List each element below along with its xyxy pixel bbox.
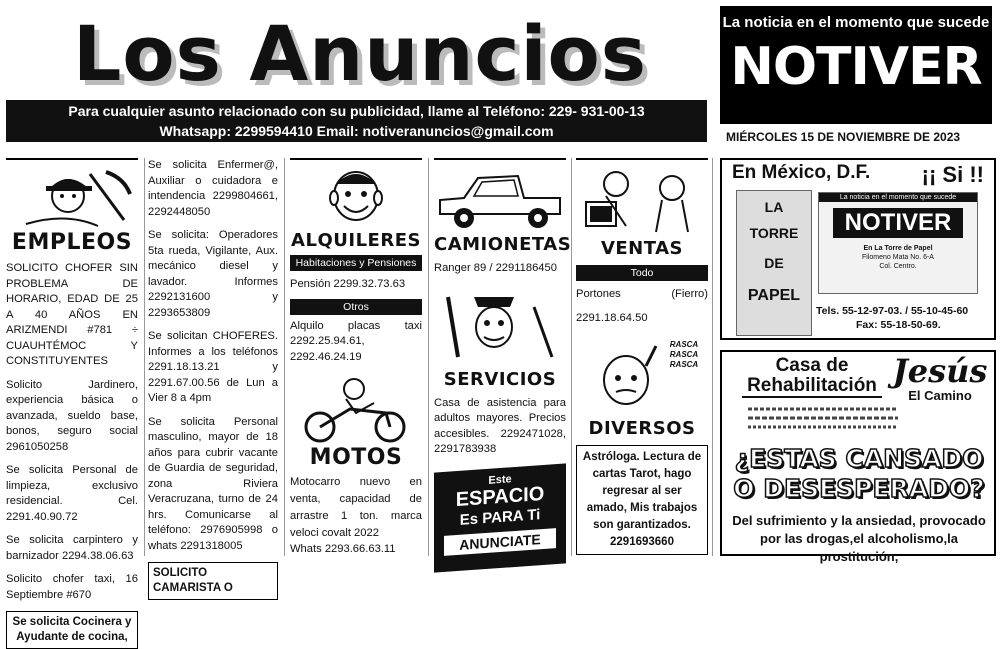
ad-placas-taxi: Alquilo placas taxi 2292.25.94.61, 2292.46.24.19 [290, 319, 422, 363]
mexico-promo[interactable] [720, 158, 996, 340]
ad-camarista-boxed: SOLICITO CAMARISTA O [148, 562, 278, 600]
rehab-title-2: Rehabilitación [742, 376, 882, 398]
thumb-caption-1: En La Torre de Papel [863, 245, 933, 252]
torre-word-1: LA [764, 199, 784, 215]
espacio-line-3: Es PARA Ti [459, 505, 541, 529]
rehab-promo[interactable] [720, 350, 996, 564]
band-todo: Todo [576, 265, 708, 281]
alquileres-heading: ALQUILERES [291, 230, 421, 251]
column-divider [571, 158, 572, 556]
rasca-sign: RASCA RASCA RASCA [669, 340, 699, 369]
notiver-logo-box[interactable] [720, 6, 992, 124]
ventas-heading: VENTAS [600, 238, 684, 259]
smiling-man-illustration-icon [290, 160, 422, 230]
ad-cocinera-boxed: Se solicita Cocinera y Ayudante de cocina, [6, 611, 138, 649]
torre-de-papel-illustration [736, 190, 812, 336]
torre-word-4: PAPEL [747, 287, 801, 304]
motos-heading: MOTOS [309, 445, 403, 470]
ad-enfermera: Se solicita Enfermer@, Auxiliar o cuidadora e intendencia 2299804661, 2292448050 [148, 159, 278, 218]
thumb-caption-3: Col. Centro. [879, 263, 917, 270]
ad-jardinero: Solicito Jardinero, experiencia básica o avanzada, sueldo base, bonos, seguro social 2961050258 [6, 378, 138, 453]
ad-guardia: Se solicita Personal masculino, mayor de 18 años para cubrir vacante de Guardia de seguridad, zona Riviera Veracruzana, turno de 24 hrs. Comunicarse al teléfono: 2976905998 o whats 2291318005 [148, 415, 278, 552]
thumb-name: NOTIVER [833, 208, 963, 238]
rehab-slogan [728, 444, 990, 504]
rehab-slogan-1: ¿ESTAS CANSADO [734, 444, 984, 473]
ad-motocarro-whats: Whats 2293.66.63.11 [290, 543, 396, 555]
rehab-address-lines [748, 404, 898, 434]
rehab-slogan-2: O DESESPERADO? [733, 474, 985, 503]
espacio-line-1: Este [488, 472, 512, 487]
column-divider [428, 158, 429, 556]
espacio-banner[interactable] [434, 463, 566, 572]
mexico-fax: Fax: 55-18-50-69. [856, 319, 941, 331]
contact-bar [6, 100, 707, 142]
thumb-caption-2: Filomeno Mata No. 6-A [862, 254, 934, 261]
mexico-si: ¡¡ Si !! [921, 162, 984, 187]
mexico-tel: Tels. 55-12-97-03. / 55-10-45-60 [816, 305, 969, 317]
band-habitaciones: Habitaciones y Pensiones [290, 255, 422, 271]
rehab-title-1: Casa de [775, 355, 849, 376]
mexico-promo-header [722, 160, 994, 188]
rehab-title [742, 356, 882, 398]
ad-portones [576, 287, 708, 303]
publication-date: MIÉRCOLES 15 DE NOVIEMBRE DE 2023 [726, 130, 961, 144]
tv-seller-illustration-icon [576, 160, 708, 238]
ad-chofer-taxi: Solicito chofer taxi, 16 Septiembre #670 [6, 573, 138, 601]
contact-line-1: Para cualquier asunto relacionado con su publicidad, llame al Teléfono: 229- 931-00-13 [68, 103, 645, 119]
notiver-name: NOTIVER [730, 37, 982, 97]
notiver-tagline: La noticia en el momento que sucede [722, 14, 990, 31]
band-otros: Otros [290, 299, 422, 315]
ad-portones-material: (Fierro) [671, 288, 708, 300]
ventas-column [576, 158, 708, 558]
column-divider [712, 158, 713, 556]
motorcycle-illustration-icon [290, 373, 422, 445]
alquileres-column [290, 158, 422, 558]
ad-astrologa-boxed: Astróloga. Lectura de cartas Tarot, hago regresar al ser amado, Mis trabajos son garantizados. 2291693660 [576, 445, 708, 555]
column-divider [144, 158, 145, 556]
mexico-headline: En México, D.F. [732, 162, 871, 183]
plumber-illustration-icon [434, 287, 566, 369]
ad-ranger: Ranger 89 / 2291186450 [434, 262, 557, 274]
ad-motocarro: Motocarro nuevo en venta, capacidad de arrastre 1 ton. marca veloci covalt 2022 [290, 476, 422, 539]
espacio-line-2: ESPACIO [455, 482, 545, 511]
column-divider [284, 158, 285, 556]
ad-limpieza: Se solicita Personal de limpieza, exclusivo residencial. Cel. 2291.40.90.72 [6, 464, 138, 523]
rehab-body: Del sufrimiento y la ansiedad, provocado por las drogas,el alcoholismo,la prostitución, [732, 513, 986, 564]
jesus-word: Jesús [892, 352, 988, 390]
newspaper-thumbnail [818, 192, 978, 294]
masthead-title: Los Anuncios [72, 9, 648, 98]
contact-line-2: Whatsapp: 2299594410 Email: notiveranuncios@gmail.com [159, 123, 554, 139]
camino-word: El Camino [908, 388, 972, 403]
torre-word-3: DE [764, 255, 784, 271]
servicios-heading: SERVICIOS [443, 368, 557, 390]
ad-chofer-horario: SOLICITO CHOFER SIN PROBLEMA DE HORARIO, EDAD DE 25 A 40 AÑOS EN ARIZMENDI #781 ÷ CUAUHTÉMOC Y CONSTITUYENTES [6, 262, 138, 367]
ad-portones-label: Portones [576, 288, 621, 300]
scratching-man-illustration-icon [576, 336, 708, 418]
ad-casa-asistencia: Casa de asistencia para adultos mayores. Precios accesibles. 2292471028, 2291783938 [434, 396, 566, 455]
thumb-tagline: La noticia en el momento que sucede [819, 193, 977, 202]
empleos-heading: EMPLEOS [11, 230, 133, 255]
pickup-truck-illustration-icon [434, 160, 566, 238]
espacio-cta: ANUNCIATE [444, 528, 556, 556]
ad-portones-phone: 2291.18.64.50 [576, 311, 648, 324]
torre-word-2: TORRE [749, 225, 799, 241]
empleos-column-2 [148, 158, 278, 594]
empleos-column [6, 158, 138, 643]
worker-illustration-icon [6, 160, 138, 238]
camionetas-heading: CAMIONETAS [434, 234, 572, 255]
ad-carpintero: Se solicita carpintero y barnizador 2294.38.06.63 [6, 534, 138, 562]
mexico-contact [816, 304, 996, 332]
camionetas-column [434, 158, 572, 558]
ad-choferes: Se solicitan CHOFERES. Informes a los teléfonos 2291.18.13.21 y 2291.67.00.56 de Lun a Vier 8 a 4pm [148, 330, 278, 404]
jesus-logo [890, 354, 990, 403]
diversos-heading: DIVERSOS [588, 418, 696, 439]
ad-pension: Pensión 2299.32.73.63 [290, 278, 406, 290]
ad-operadores: Se solicita: Operadores 5ta rueda, Vigilante, Aux. mecánico diesel y lavador. Informes 2292131600 y 2293653809 [148, 229, 278, 319]
